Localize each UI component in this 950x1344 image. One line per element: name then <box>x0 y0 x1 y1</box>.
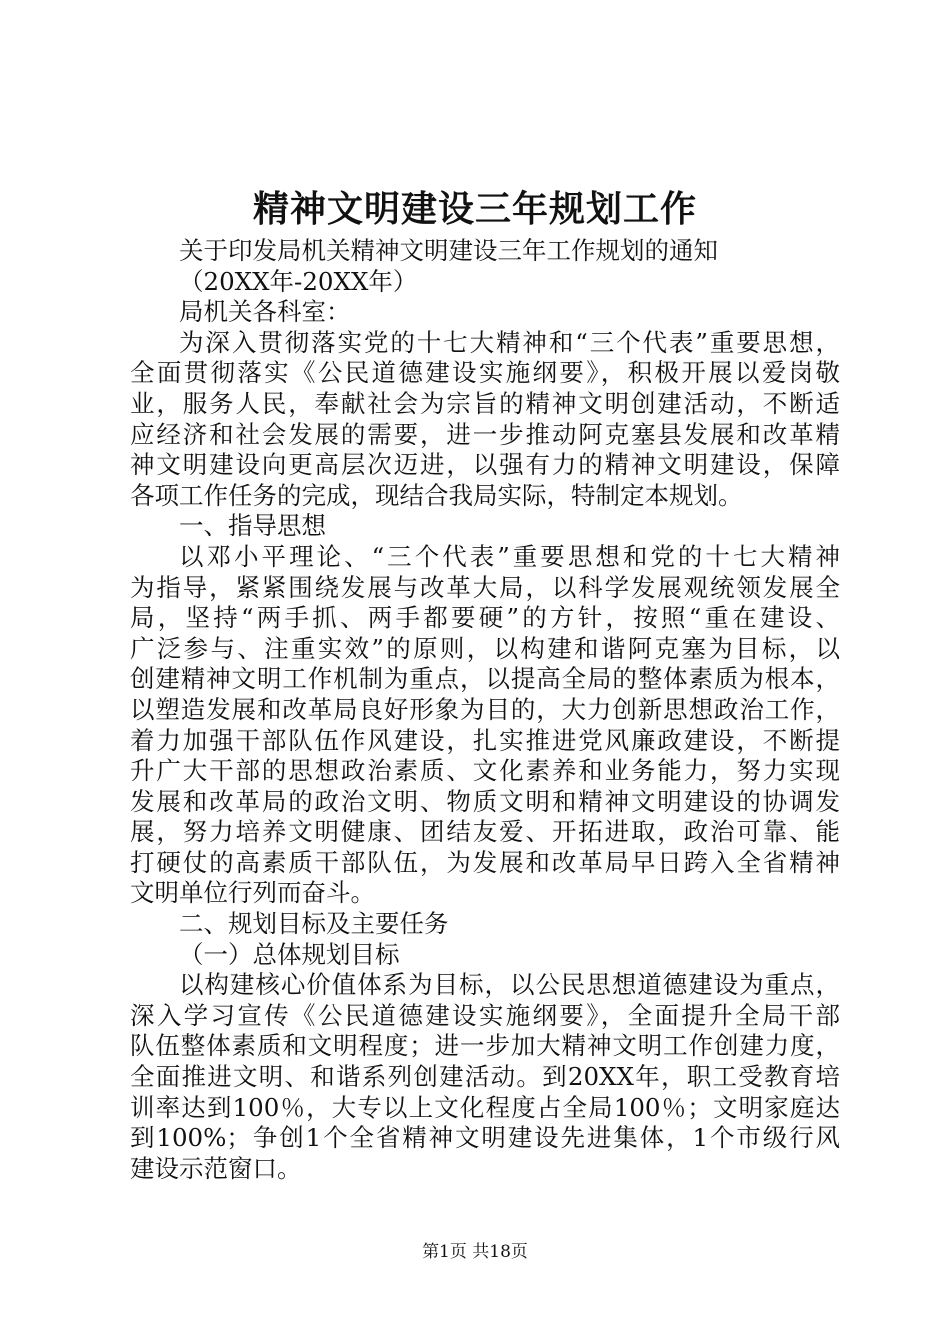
paragraph-line: 打硬仗的高素质干部队伍，为发展和改革局早日跨入全省精神 <box>130 847 840 877</box>
paragraph-line: 全面贯彻落实《公民道德建设实施纲要》，积极开展以爱岗敬 <box>130 358 840 388</box>
paragraph-line: 以构建核心价值体系为目标，以公民思想道德建设为重点， <box>179 970 840 1000</box>
section-heading: 二、规划目标及主要任务 <box>179 909 449 939</box>
paragraph-line: 发展和改革局的政治文明、物质文明和精神文明建设的协调发 <box>130 786 840 816</box>
paragraph-line: 深入学习宣传《公民道德建设实施纲要》，全面提升全局干部 <box>130 1000 840 1030</box>
page-number: 第1页 共18页 <box>422 1242 528 1262</box>
paragraph-line: 业，服务人民，奉献社会为宗旨的精神文明创建活动，不断适 <box>130 388 840 418</box>
subsection-heading: （一）总体规划目标 <box>179 939 400 969</box>
paragraph-line: 到100%；争创1个全省精神文明建设先进集体，1个市级行风 <box>130 1123 840 1153</box>
paragraph-line: 文明单位行列而奋斗。 <box>130 878 375 908</box>
paragraph-line: 以塑造发展和改革局良好形象为目的，大力创新思想政治工作， <box>130 694 840 724</box>
addressee-line: 局机关各科室： <box>179 297 351 327</box>
paragraph-line: 着力加强干部队伍作风建设，扎实推进党风廉政建设，不断提 <box>130 725 840 755</box>
document-title: 精神文明建设三年规划工作 <box>252 188 697 230</box>
paragraph-line: 升广大干部的思想政治素质、文化素养和业务能力，努力实现 <box>130 756 840 786</box>
notice-heading-line: 关于印发局机关精神文明建设三年工作规划的通知 <box>179 236 718 265</box>
paragraph-line: 创建精神文明工作机制为重点，以提高全局的整体素质为根本， <box>130 664 840 694</box>
paragraph-line: 为深入贯彻落实党的十七大精神和“三个代表”重要思想， <box>179 327 840 357</box>
paragraph-line: 各项工作任务的完成，现结合我局实际，特制定本规划。 <box>130 480 743 510</box>
paragraph-line: 以邓小平理论、“三个代表”重要思想和党的十七大精神 <box>179 541 840 571</box>
paragraph-line: 队伍整体素质和文明程度；进一步加大精神文明工作创建力度， <box>130 1031 840 1061</box>
paragraph-line: 全面推进文明、和谐系列创建活动。到20XX年，职工受教育培 <box>130 1062 840 1092</box>
paragraph-line: 建设示范窗口。 <box>130 1153 302 1183</box>
document-body <box>130 236 840 1184</box>
paragraph-line: 局，坚持“两手抓、两手都要硬”的方针，按照“重在建设、 <box>130 603 840 633</box>
notice-period-line: （20XX年-20XX年） <box>179 266 418 296</box>
paragraph-line: 广泛参与、注重实效”的原则，以构建和谐阿克塞为目标，以 <box>130 633 840 663</box>
paragraph-line: 应经济和社会发展的需要，进一步推动阿克塞县发展和改革精 <box>130 419 840 449</box>
paragraph-line: 神文明建设向更高层次迈进，以强有力的精神文明建设，保障 <box>130 450 840 480</box>
paragraph-line: 为指导，紧紧围绕发展与改革大局，以科学发展观统领发展全 <box>130 572 840 602</box>
section-heading: 一、指导思想 <box>179 511 326 541</box>
paragraph-line: 训率达到100％，大专以上文化程度占全局100％；文明家庭达 <box>130 1092 840 1122</box>
paragraph-line: 展，努力培养文明健康、团结友爱、开拓进取，政治可靠、能 <box>130 817 840 847</box>
